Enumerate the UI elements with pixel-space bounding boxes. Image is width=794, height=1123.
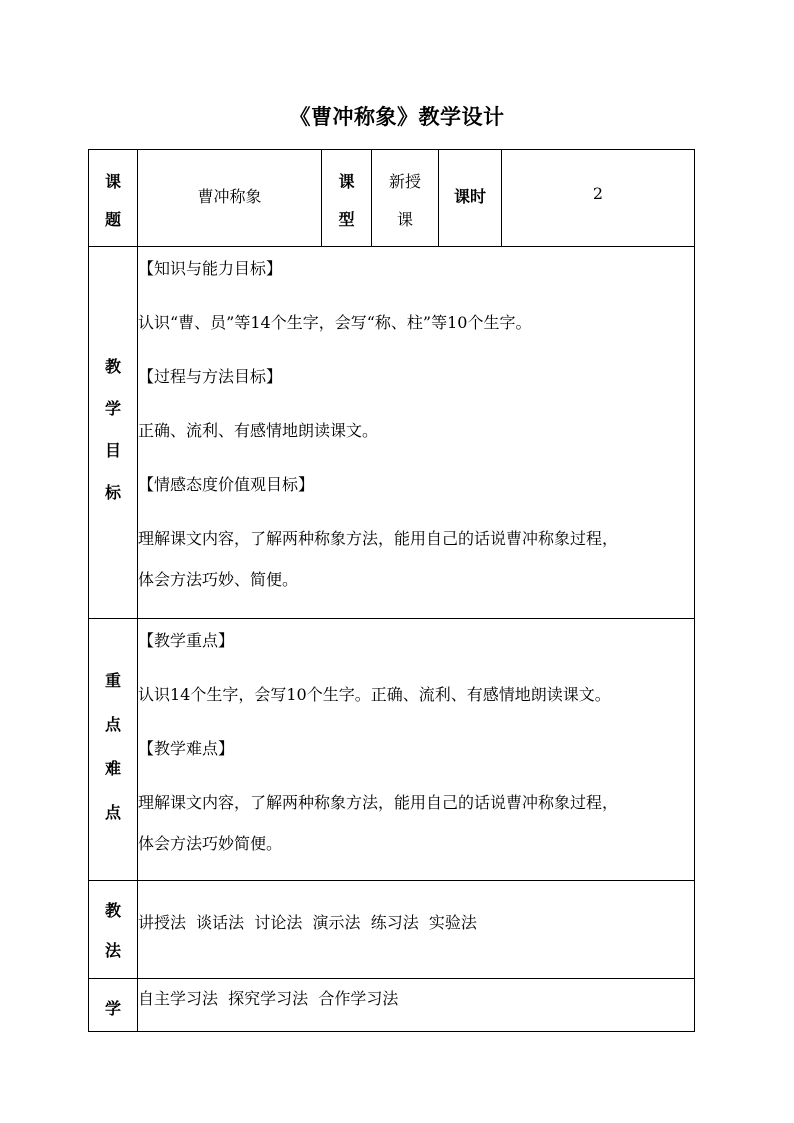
document-title: 《曹冲称象》教学设计 (289, 105, 505, 129)
process-text: 正确、流利、有感情地朗读课文。 (138, 421, 379, 440)
objectives-label-cell (89, 247, 138, 619)
hours-label: 课时 (453, 187, 486, 206)
type-value-line: 新授 (388, 172, 421, 191)
knowledge-heading: 【知识与能力目标】 (138, 259, 283, 278)
difficulty-text-line: 理解课文内容，了解两种称象方法，能用自己的话说曹冲称象过程， (138, 793, 619, 812)
type-label-cell (322, 150, 372, 247)
difficulty-text-line: 体会方法巧妙简便。 (138, 834, 283, 853)
objectives-label-char: 标 (104, 482, 121, 502)
knowledge-text: 认识“曹、员”等14个生字，会写“称、柱”等10个生字。 (138, 313, 532, 332)
objectives-label-char: 学 (104, 398, 121, 418)
focus-heading: 【教学重点】 (138, 631, 235, 650)
key-points-label-cell (89, 619, 138, 881)
focus-text: 认识14个生字，会写10个生字。正确、流利、有感情地朗读课文。 (138, 685, 611, 704)
teaching-methods-content (138, 881, 695, 979)
type-label-char: 型 (338, 210, 355, 229)
learning-methods-label-cell (89, 979, 138, 1032)
emotion-text-line: 体会方法巧妙、简便。 (138, 570, 299, 589)
learning-methods-label-char: 学 (104, 999, 121, 1018)
objectives-content (138, 247, 695, 619)
key-points-label-char: 重 (104, 670, 121, 690)
objectives-label-char: 目 (104, 440, 121, 460)
hours-value-cell (502, 150, 695, 247)
teaching-methods-text: 讲授法 谈话法 讨论法 演示法 练习法 实验法 (138, 913, 477, 932)
objectives-row (89, 247, 695, 619)
topic-label-cell (89, 150, 138, 247)
header-row (89, 150, 695, 247)
type-value-cell (372, 150, 439, 247)
teaching-methods-label-cell (89, 881, 138, 979)
hours-value: 2 (592, 184, 604, 203)
learning-methods-text: 自主学习法 探究学习法 合作学习法 (138, 989, 399, 1008)
key-points-label-char: 难 (104, 758, 121, 778)
learning-methods-content (138, 979, 695, 1032)
hours-label-cell (439, 150, 502, 247)
learning-methods-row (89, 979, 695, 1032)
emotion-text-line: 理解课文内容，了解两种称象方法，能用自己的话说曹冲称象过程， (138, 529, 619, 548)
topic-label-char: 题 (104, 210, 121, 229)
teaching-methods-row (89, 881, 695, 979)
key-points-row (89, 619, 695, 881)
topic-label-char: 课 (104, 172, 121, 191)
type-value-line: 课 (396, 210, 413, 229)
type-label-char: 课 (338, 172, 355, 191)
key-points-label-char: 点 (104, 802, 121, 822)
process-heading: 【过程与方法目标】 (138, 367, 283, 386)
lesson-plan-table (88, 149, 695, 1032)
key-points-label-char: 点 (104, 714, 121, 734)
teaching-methods-label-char: 法 (104, 941, 121, 960)
topic-value: 曹冲称象 (197, 187, 262, 206)
emotion-heading: 【情感态度价值观目标】 (138, 475, 315, 494)
key-points-content (138, 619, 695, 881)
topic-value-cell (138, 150, 322, 247)
difficulty-heading: 【教学难点】 (138, 739, 235, 758)
teaching-methods-label-char: 教 (104, 901, 121, 920)
objectives-label-char: 教 (104, 356, 121, 376)
